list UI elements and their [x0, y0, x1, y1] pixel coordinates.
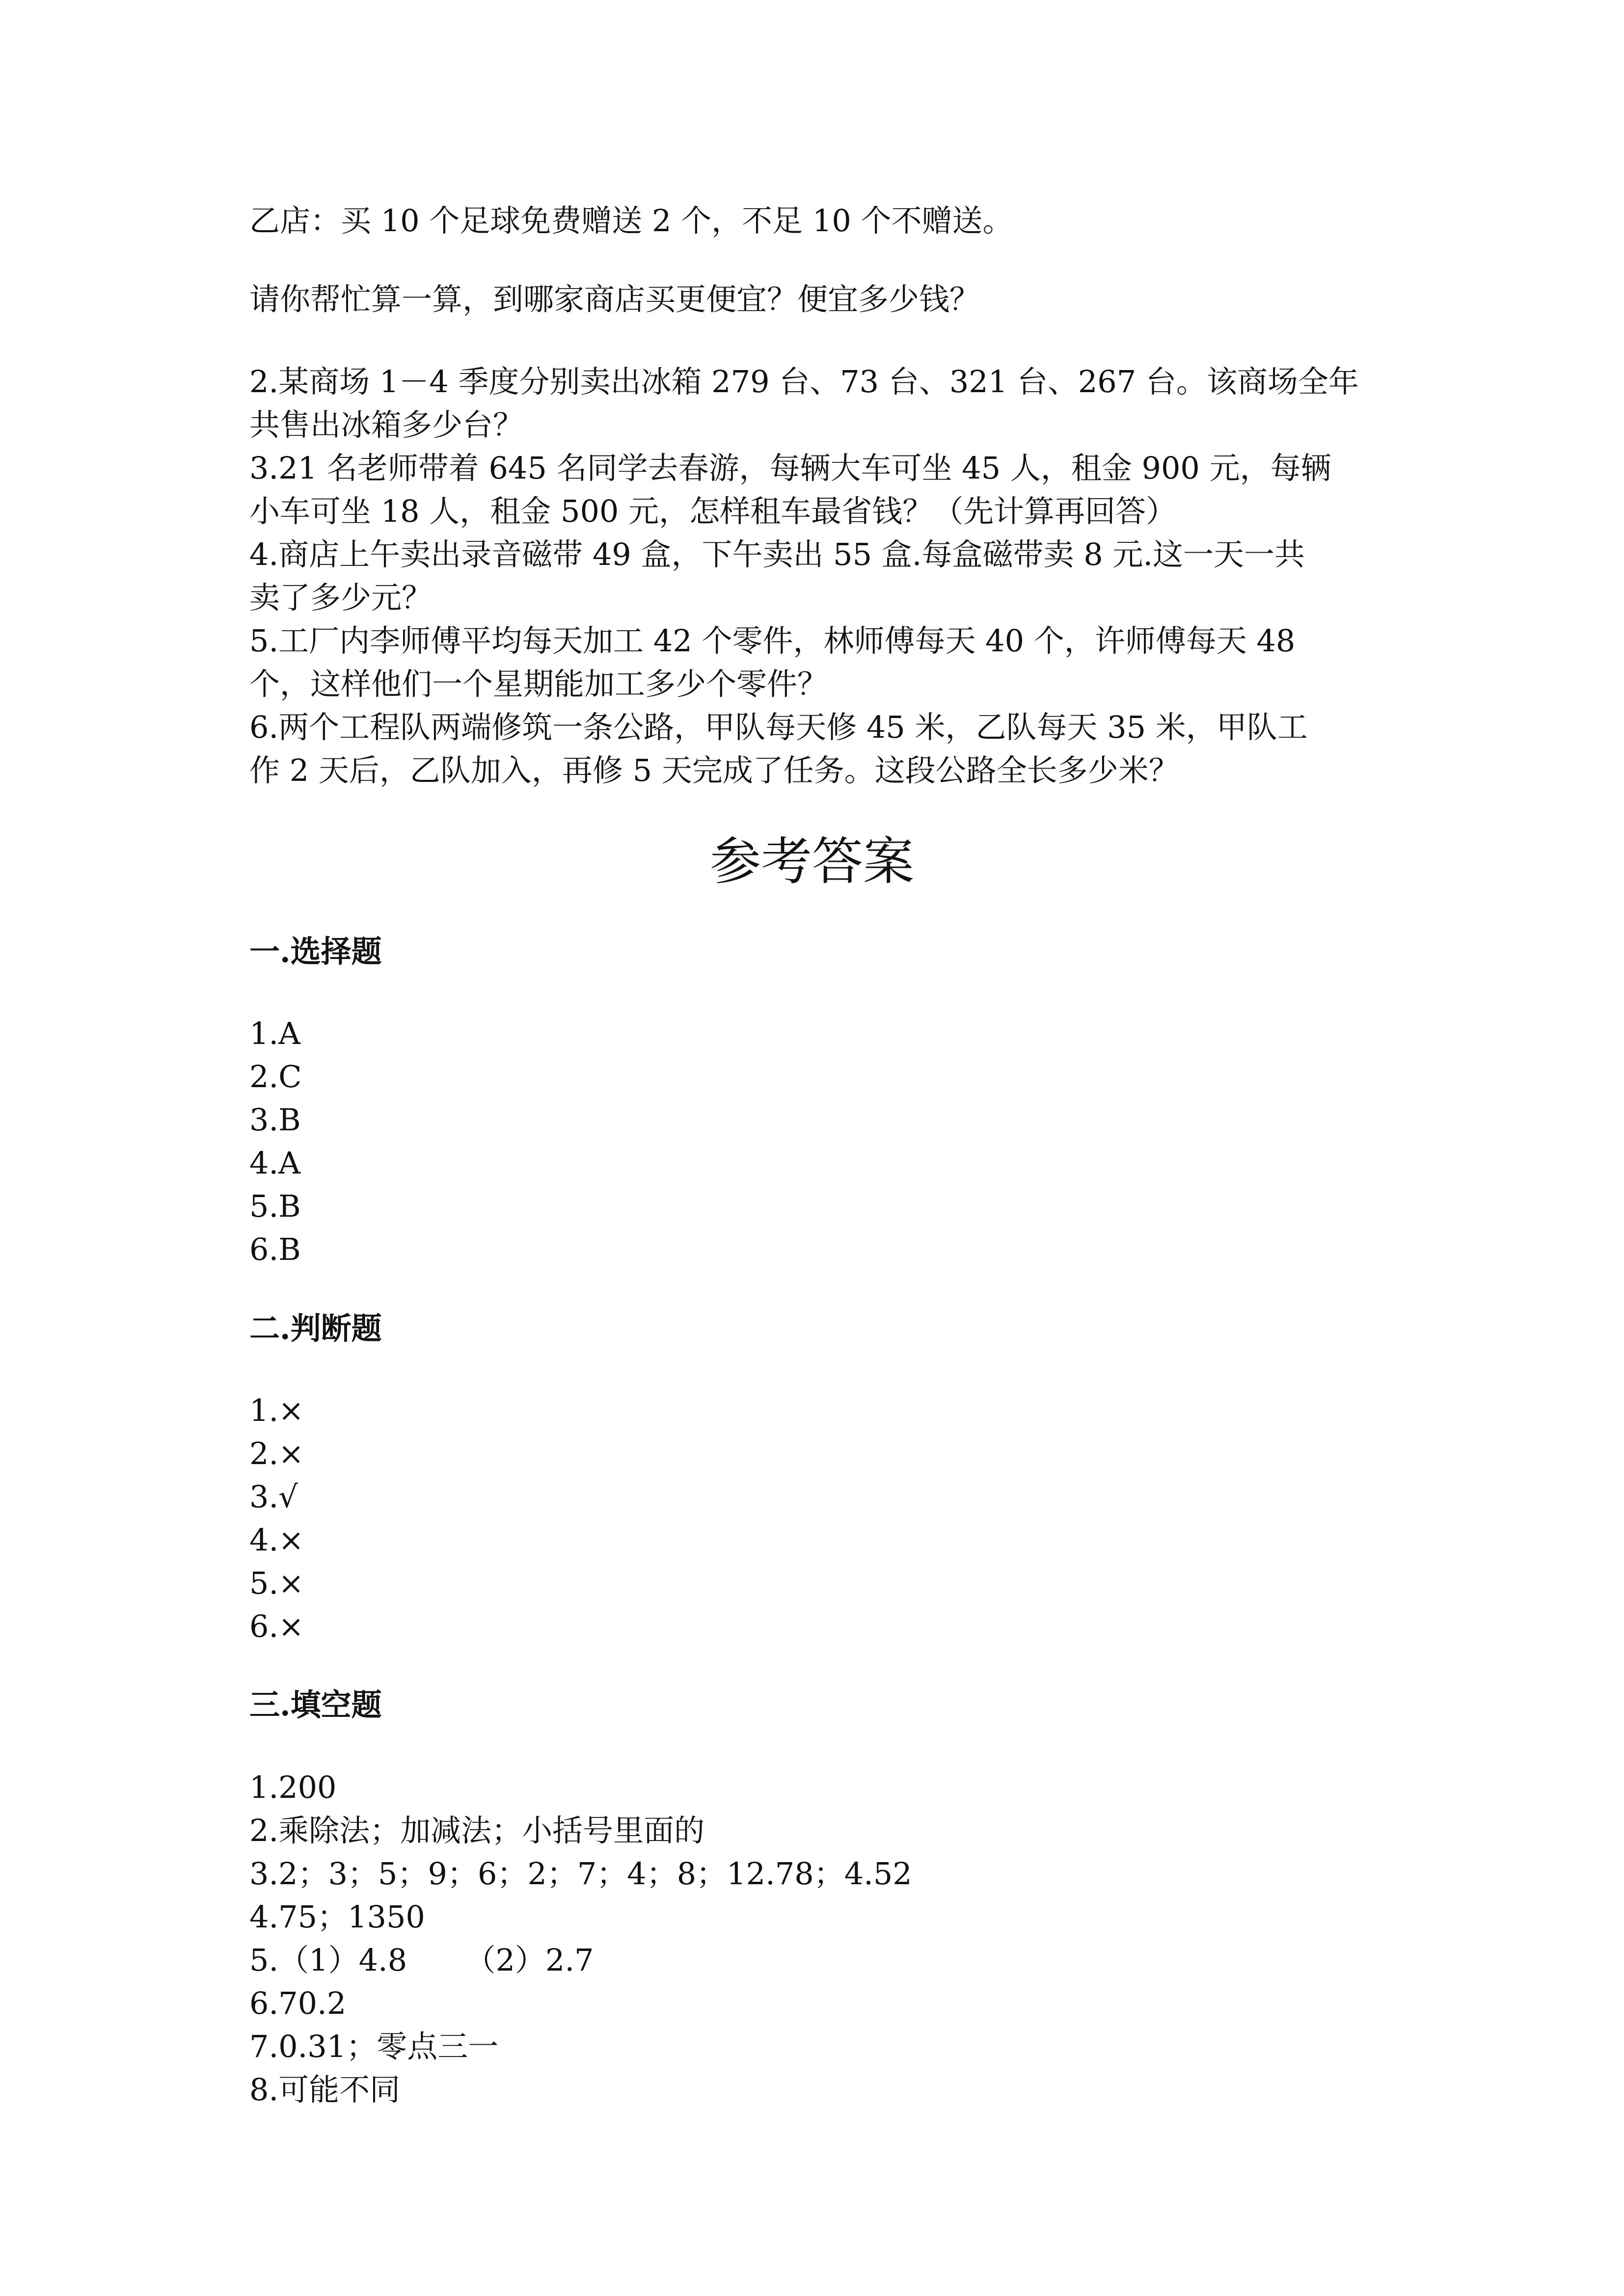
answer-item: 5.B	[249, 1188, 301, 1224]
question-4-line: 卖了多少元？	[249, 580, 433, 615]
answer-item: 3.B	[249, 1102, 301, 1138]
question-6-line: 6.两个工程队两端修筑一条公路，甲队每天修 45 米，乙队每天 35 米，甲队工	[249, 709, 1308, 745]
answer-item: 2.乘除法；加减法；小括号里面的	[249, 1813, 705, 1848]
answer-item: 2.C	[249, 1059, 302, 1095]
question-4-line: 4.商店上午卖出录音磁带 49 盒，下午卖出 55 盒.每盒磁带卖 8 元.这一天一共	[249, 536, 1305, 572]
answer-item: 5.（1）4.8 （2）2.7	[249, 1942, 594, 1978]
answer-item: 1.A	[249, 1015, 300, 1051]
answer-item: 6.×	[249, 1608, 304, 1644]
question-6-line: 作 2 天后，乙队加入，再修 5 天完成了任务。这段公路全长多少米？	[249, 752, 1179, 788]
answer-key-title: 参考答案	[709, 831, 914, 891]
answer-item: 3.2；3；5；9；6；2；7；4；8；12.78；4.52	[249, 1856, 912, 1892]
answer-item: 4.×	[249, 1522, 304, 1558]
section-heading-choice: 一.选择题	[249, 934, 382, 969]
answer-item: 3.√	[249, 1479, 298, 1515]
answer-item: 6.B	[249, 1231, 301, 1267]
answer-item: 4.A	[249, 1145, 300, 1181]
answer-item: 6.70.2	[249, 1985, 347, 2021]
question-intro-line: 乙店：买 10 个足球免费赠送 2 个，不足 10 个不赠送。	[249, 203, 1013, 239]
answer-item: 1.×	[249, 1392, 304, 1428]
answer-item: 4.75；1350	[249, 1899, 425, 1935]
answer-item: 5.×	[249, 1565, 304, 1601]
question-2-line: 2.某商场 1－4 季度分别卖出冰箱 279 台、73 台、321 台、267 台。该商场全年	[249, 364, 1359, 400]
answer-item: 2.×	[249, 1436, 304, 1471]
question-5-line: 个，这样他们一个星期能加工多少个零件？	[249, 666, 828, 702]
answer-item: 1.200	[249, 1769, 337, 1805]
question-intro-line: 请你帮忙算一算，到哪家商店买更便宜？便宜多少钱？	[249, 281, 980, 317]
answer-item: 7.0.31；零点三一	[249, 2029, 499, 2064]
question-2-line: 共售出冰箱多少台？	[249, 407, 524, 443]
answer-item: 8.可能不同	[249, 2072, 401, 2108]
question-5-line: 5.工厂内李师傅平均每天加工 42 个零件，林师傅每天 40 个，许师傅每天 48	[249, 623, 1296, 659]
section-heading-fill-blank: 三.填空题	[249, 1687, 382, 1723]
section-heading-judgment: 二.判断题	[249, 1310, 382, 1346]
question-3-line: 小车可坐 18 人，租金 500 元，怎样租车最省钱？（先计算再回答）	[249, 493, 1177, 529]
question-3-line: 3.21 名老师带着 645 名同学去春游，每辆大车可坐 45 人，租金 900 元，每辆	[249, 450, 1331, 486]
